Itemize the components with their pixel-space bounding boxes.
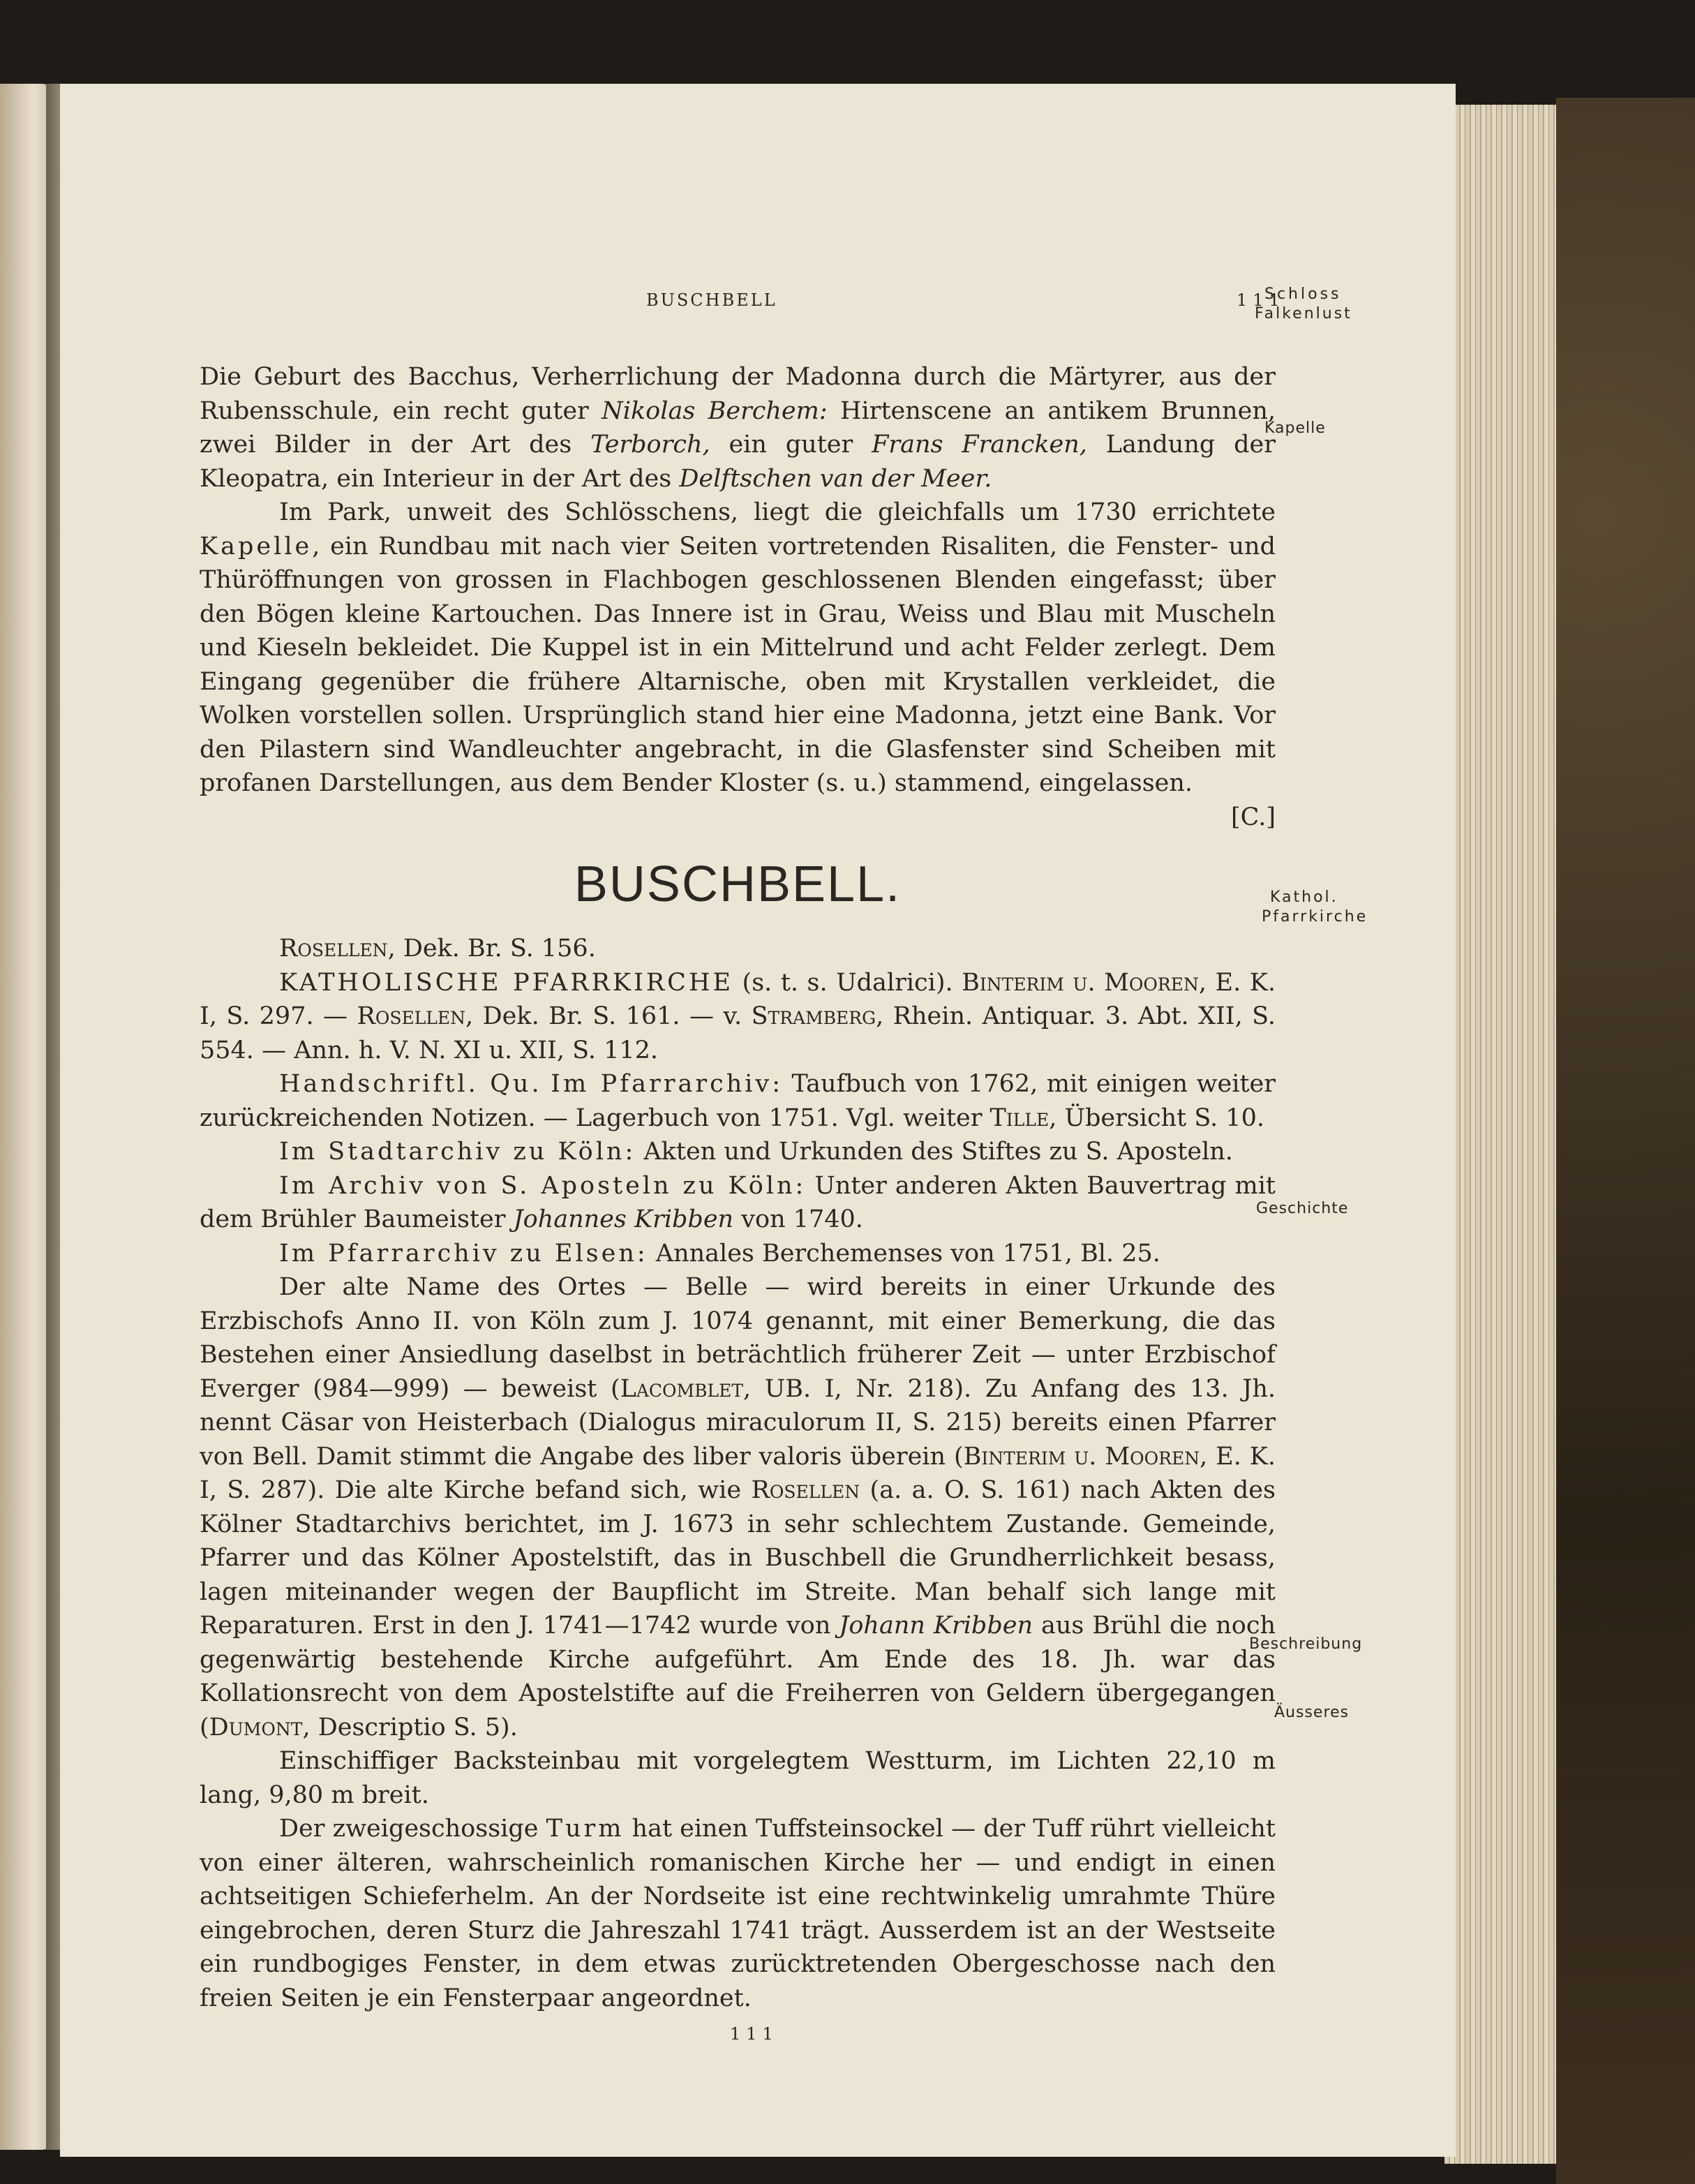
margin-note-ausseres: Äusseres <box>1274 1704 1350 1721</box>
margin-note-schloss: Schloss Falkenlust <box>1255 285 1352 322</box>
paragraph-archiv-aposteln: Im Archiv von S. Aposteln zu Köln: Unter anderen Akten Bauvertrag mit dem Brühler Baumeister Johannes Kribben von 1740. <box>200 1171 1276 1233</box>
book-cover <box>1556 98 1695 2184</box>
paragraph-handschriftl: Handschriftl. Qu. Im Pfarrarchiv: Taufbuch von 1762, mit einigen weiter zurückreichenden Notizen. — Lagerbuch von 1751. Vgl. weiter Tille, Übersicht S. 10. <box>200 1070 1276 1132</box>
paragraph-kirche-literature: KATHOLISCHE PFARRKIRCHE (s. t. s. Udalrici). Binterim u. Mooren, E. K. I, S. 297. — Rosellen, Dek. Br. S. 161. — v. Stramberg, Rhein. Antiquar. 3. Abt. XII, S. 554. — Ann. h. V. N. XI u. XII, S. 112. <box>200 968 1276 1064</box>
paragraph-beschreibung: Einschiffiger Backsteinbau mit vorgelegtem Westturm, im Lichten 22,10 m lang, 9,80 m breit. <box>200 1747 1276 1809</box>
page-number-top: 111 <box>1237 290 1285 310</box>
paragraph-kapelle: Im Park, unweit des Schlösschens, liegt die gleichfalls um 1730 errichtete Kapelle, ein Rundbau mit nach vier Seiten vortretenden Risaliten, die Fenster- und Thüröffnungen von grossen in Flachbogen geschlossenen Blenden eingefasst; über den Bögen kleine Kartouchen. Das Innere ist in Grau, Weiss und Blau mit Muscheln und Kieseln bekleidet. Die Kuppel ist in ein Mittelrund und acht Felder zerlegt. Dem Eingang gegenüber die frühere Altarnische, oben mit Krystallen verkleidet, die Wolken vorstellen sollen. Ursprünglich stand hier eine Madonna, jetzt eine Bank. Vor den Pilastern sind Wandleuchter angebracht, in die Glasfenster sind Scheiben mit profanen Darstellungen, aus dem Bender Kloster (s. u.) stammend, eingelassen. <box>200 498 1276 797</box>
paragraph-turm: Der zweigeschossige Turm hat einen Tuffsteinsockel — der Tuff rührt vielleicht von einer älteren, wahrscheinlich romanischen Kirche her — und endigt in einen achtseitigen Schieferhelm. An der Nordseite ist eine rechtwinkelig umrahmte Thüre eingebrochen, deren Sturz die Jahreszahl 1741 trägt. Ausserdem ist an der Westseite ein rundbogiges Fenster, in dem etwas zurücktretenden Obergeschosse nach den freien Seiten je ein Fensterpaar angeordnet. <box>200 1815 1276 2012</box>
book-page <box>60 84 1456 2157</box>
section-title: BUSCHBELL. <box>574 856 902 912</box>
running-head: BUSCHBELL <box>646 290 777 310</box>
page-stack-edges <box>1444 105 1570 2164</box>
paragraph-geschichte: Der alte Name des Ortes — Belle — wird bereits in einer Urkunde des Erzbischofs Anno II. von Köln zum J. 1074 genannt, mit einer Bemerkung, die das Bestehen einer Ansiedlung daselbst in beträchtlich früherer Zeit — unter Erzbischof Everger (984—999) — beweist (Lacomblet, UB. I, Nr. 218). Zu Anfang des 13. Jh. nennt Cäsar von Heisterbach (Dialogus miraculorum II, S. 215) bereits einen Pfarrer von Bell. Damit stimmt die Angabe des liber valoris überein (Binterim u. Mooren, E. K. I, S. 287). Die alte Kirche befand sich, wie Rosellen (a. a. O. S. 161) nach Akten des Kölner Stadtarchivs berichtet, im J. 1673 in sehr schlechtem Zustande. Gemeinde, Pfarrer und das Kölner Apostelstift, das in Buschbell die Grundherrlichkeit besass, lagen miteinander wegen der Baupflicht im Streite. Man behalf sich lange mit Reparaturen. Erst in den J. 1741—1742 wurde von Johann Kribben aus Brühl die noch gegenwärtig bestehende Kirche aufgeführt. Am Ende des 18. Jh. war das Kollationsrecht von dem Apostelstifte auf die Freiherren von Geldern übergegangen (Dumont, Descriptio S. 5). <box>200 1273 1276 1741</box>
page-number-bottom: 111 <box>730 2024 779 2044</box>
margin-note-geschichte: Geschichte <box>1256 1200 1349 1217</box>
margin-note-beschreibung: Beschreibung <box>1249 1635 1363 1653</box>
signature: [C.] <box>1231 803 1276 831</box>
paragraph-stadtarchiv: Im Stadtarchiv zu Köln: Akten und Urkunden des Stiftes zu S. Aposteln. <box>279 1138 1233 1166</box>
paragraph-paintings: Die Geburt des Bacchus, Verherrlichung der Madonna durch die Märtyrer, aus der Rubensschule, ein recht guter Nikolas Berchem: Hirtenscene an antikem Brunnen, zwei Bilder in der Art des Terborch, ein guter Frans Francken, Landung der Kleopatra, ein Interieur in der Art des Delftschen van der Meer. <box>200 363 1276 493</box>
literature-line: Rosellen, Dek. Br. S. 156. <box>279 935 596 963</box>
paragraph-elsen: Im Pfarrarchiv zu Elsen: Annales Berchemenses von 1751, Bl. 25. <box>279 1239 1160 1268</box>
margin-note-pfarrkirche: Kathol. Pfarrkirche <box>1262 889 1368 926</box>
body-text <box>200 360 1276 2015</box>
margin-note-kapelle: Kapelle <box>1264 419 1326 437</box>
